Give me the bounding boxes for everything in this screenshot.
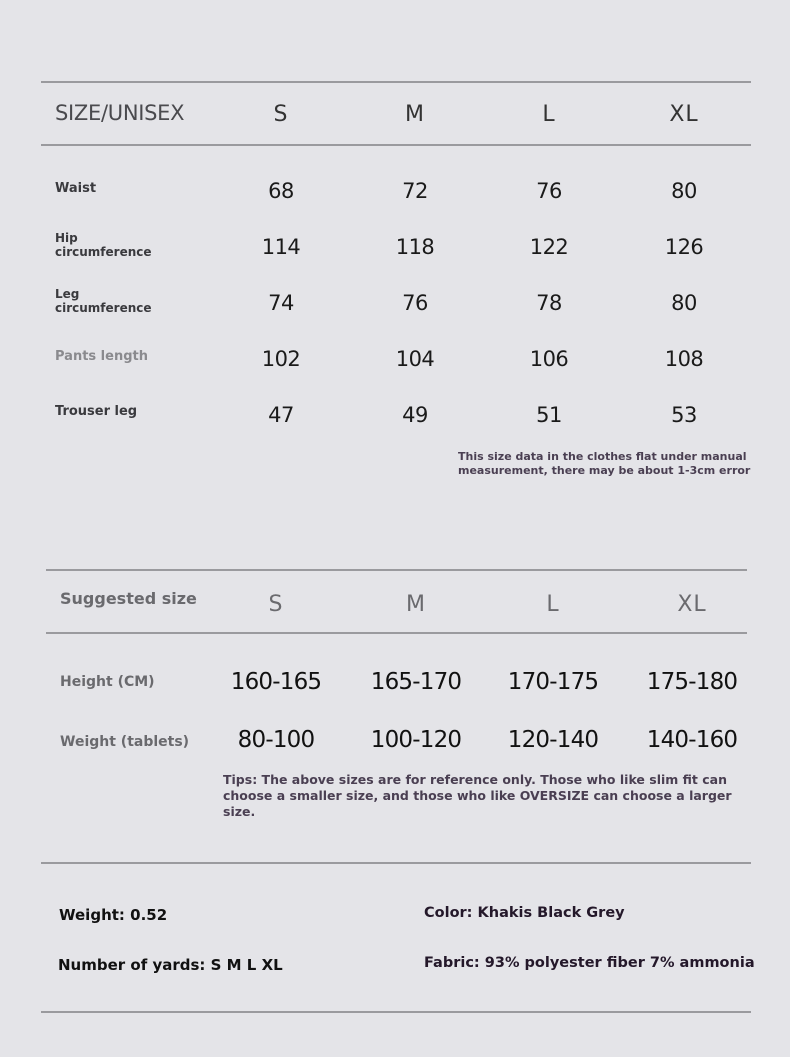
table-cell: 80-100 bbox=[237, 727, 315, 753]
divider bbox=[41, 862, 751, 864]
measurement-note bbox=[458, 450, 750, 478]
spec-yards: Number of yards: S M L XL bbox=[58, 956, 283, 974]
row-label-leg bbox=[55, 287, 152, 315]
table-cell: 165-170 bbox=[370, 669, 462, 695]
table-cell: 122 bbox=[529, 235, 569, 259]
divider bbox=[41, 81, 751, 83]
row-label-pants-length: Pants length bbox=[55, 349, 148, 364]
table-cell: 47 bbox=[268, 403, 294, 427]
divider bbox=[46, 569, 747, 571]
table-cell: 118 bbox=[395, 235, 435, 259]
suggested-header-xl: XL bbox=[677, 592, 707, 617]
size-header-m: M bbox=[405, 102, 425, 127]
size-header-s: S bbox=[273, 102, 289, 127]
suggested-header-s: S bbox=[268, 592, 284, 617]
divider bbox=[41, 1011, 751, 1013]
suggested-size-title: Suggested size bbox=[60, 589, 197, 608]
table-cell: 53 bbox=[671, 403, 697, 427]
table-cell: 76 bbox=[536, 179, 562, 203]
suggested-header-m: M bbox=[406, 592, 426, 617]
table-cell: 108 bbox=[664, 347, 704, 371]
table-cell: 104 bbox=[395, 347, 435, 371]
table-cell: 100-120 bbox=[370, 727, 462, 753]
suggested-header-l: L bbox=[546, 592, 560, 617]
spec-color: Color: Khakis Black Grey bbox=[424, 905, 625, 921]
table-cell: 114 bbox=[261, 235, 301, 259]
table-cell: 49 bbox=[402, 403, 428, 427]
table-cell: 126 bbox=[664, 235, 704, 259]
row-label-waist: Waist bbox=[55, 181, 97, 196]
table-cell: 72 bbox=[402, 179, 428, 203]
table-cell: 80 bbox=[671, 179, 697, 203]
divider bbox=[41, 144, 751, 146]
size-header-l: L bbox=[542, 102, 556, 127]
note-line: measurement, there may be about 1-3cm error bbox=[458, 464, 751, 477]
size-header-xl: XL bbox=[669, 102, 699, 127]
row-label-line: Leg bbox=[55, 287, 80, 301]
spec-weight: Weight: 0.52 bbox=[59, 906, 168, 924]
table-cell: 175-180 bbox=[646, 669, 738, 695]
table-cell: 170-175 bbox=[507, 669, 599, 695]
table-cell: 160-165 bbox=[230, 669, 322, 695]
table-cell: 106 bbox=[529, 347, 569, 371]
row-label-line: circumference bbox=[55, 245, 152, 259]
spec-fabric: Fabric: 93% polyester fiber 7% ammonia bbox=[424, 955, 755, 971]
table-cell: 51 bbox=[536, 403, 562, 427]
divider bbox=[46, 632, 747, 634]
table-cell: 80 bbox=[671, 291, 697, 315]
row-label-line: circumference bbox=[55, 301, 152, 315]
row-label-line: Hip bbox=[55, 231, 78, 245]
size-table-title: SIZE/UNISEX bbox=[55, 101, 185, 125]
table-cell: 140-160 bbox=[646, 727, 738, 753]
row-label-trouser-leg: Trouser leg bbox=[55, 404, 138, 419]
row-label-height: Height (CM) bbox=[60, 674, 155, 690]
table-cell: 76 bbox=[402, 291, 428, 315]
row-label-hip bbox=[55, 231, 152, 259]
table-cell: 74 bbox=[268, 291, 294, 315]
size-tips: Tips: The above sizes are for reference only. Those who like slim fit can choose a smaller size, and those who like OVERSIZE can choose a larger size. bbox=[223, 772, 732, 819]
table-cell: 120-140 bbox=[507, 727, 599, 753]
table-cell: 102 bbox=[261, 347, 301, 371]
table-cell: 68 bbox=[268, 179, 294, 203]
table-cell: 78 bbox=[536, 291, 562, 315]
row-label-weight: Weight (tablets) bbox=[60, 734, 190, 750]
note-line: This size data in the clothes flat under manual bbox=[458, 450, 747, 463]
